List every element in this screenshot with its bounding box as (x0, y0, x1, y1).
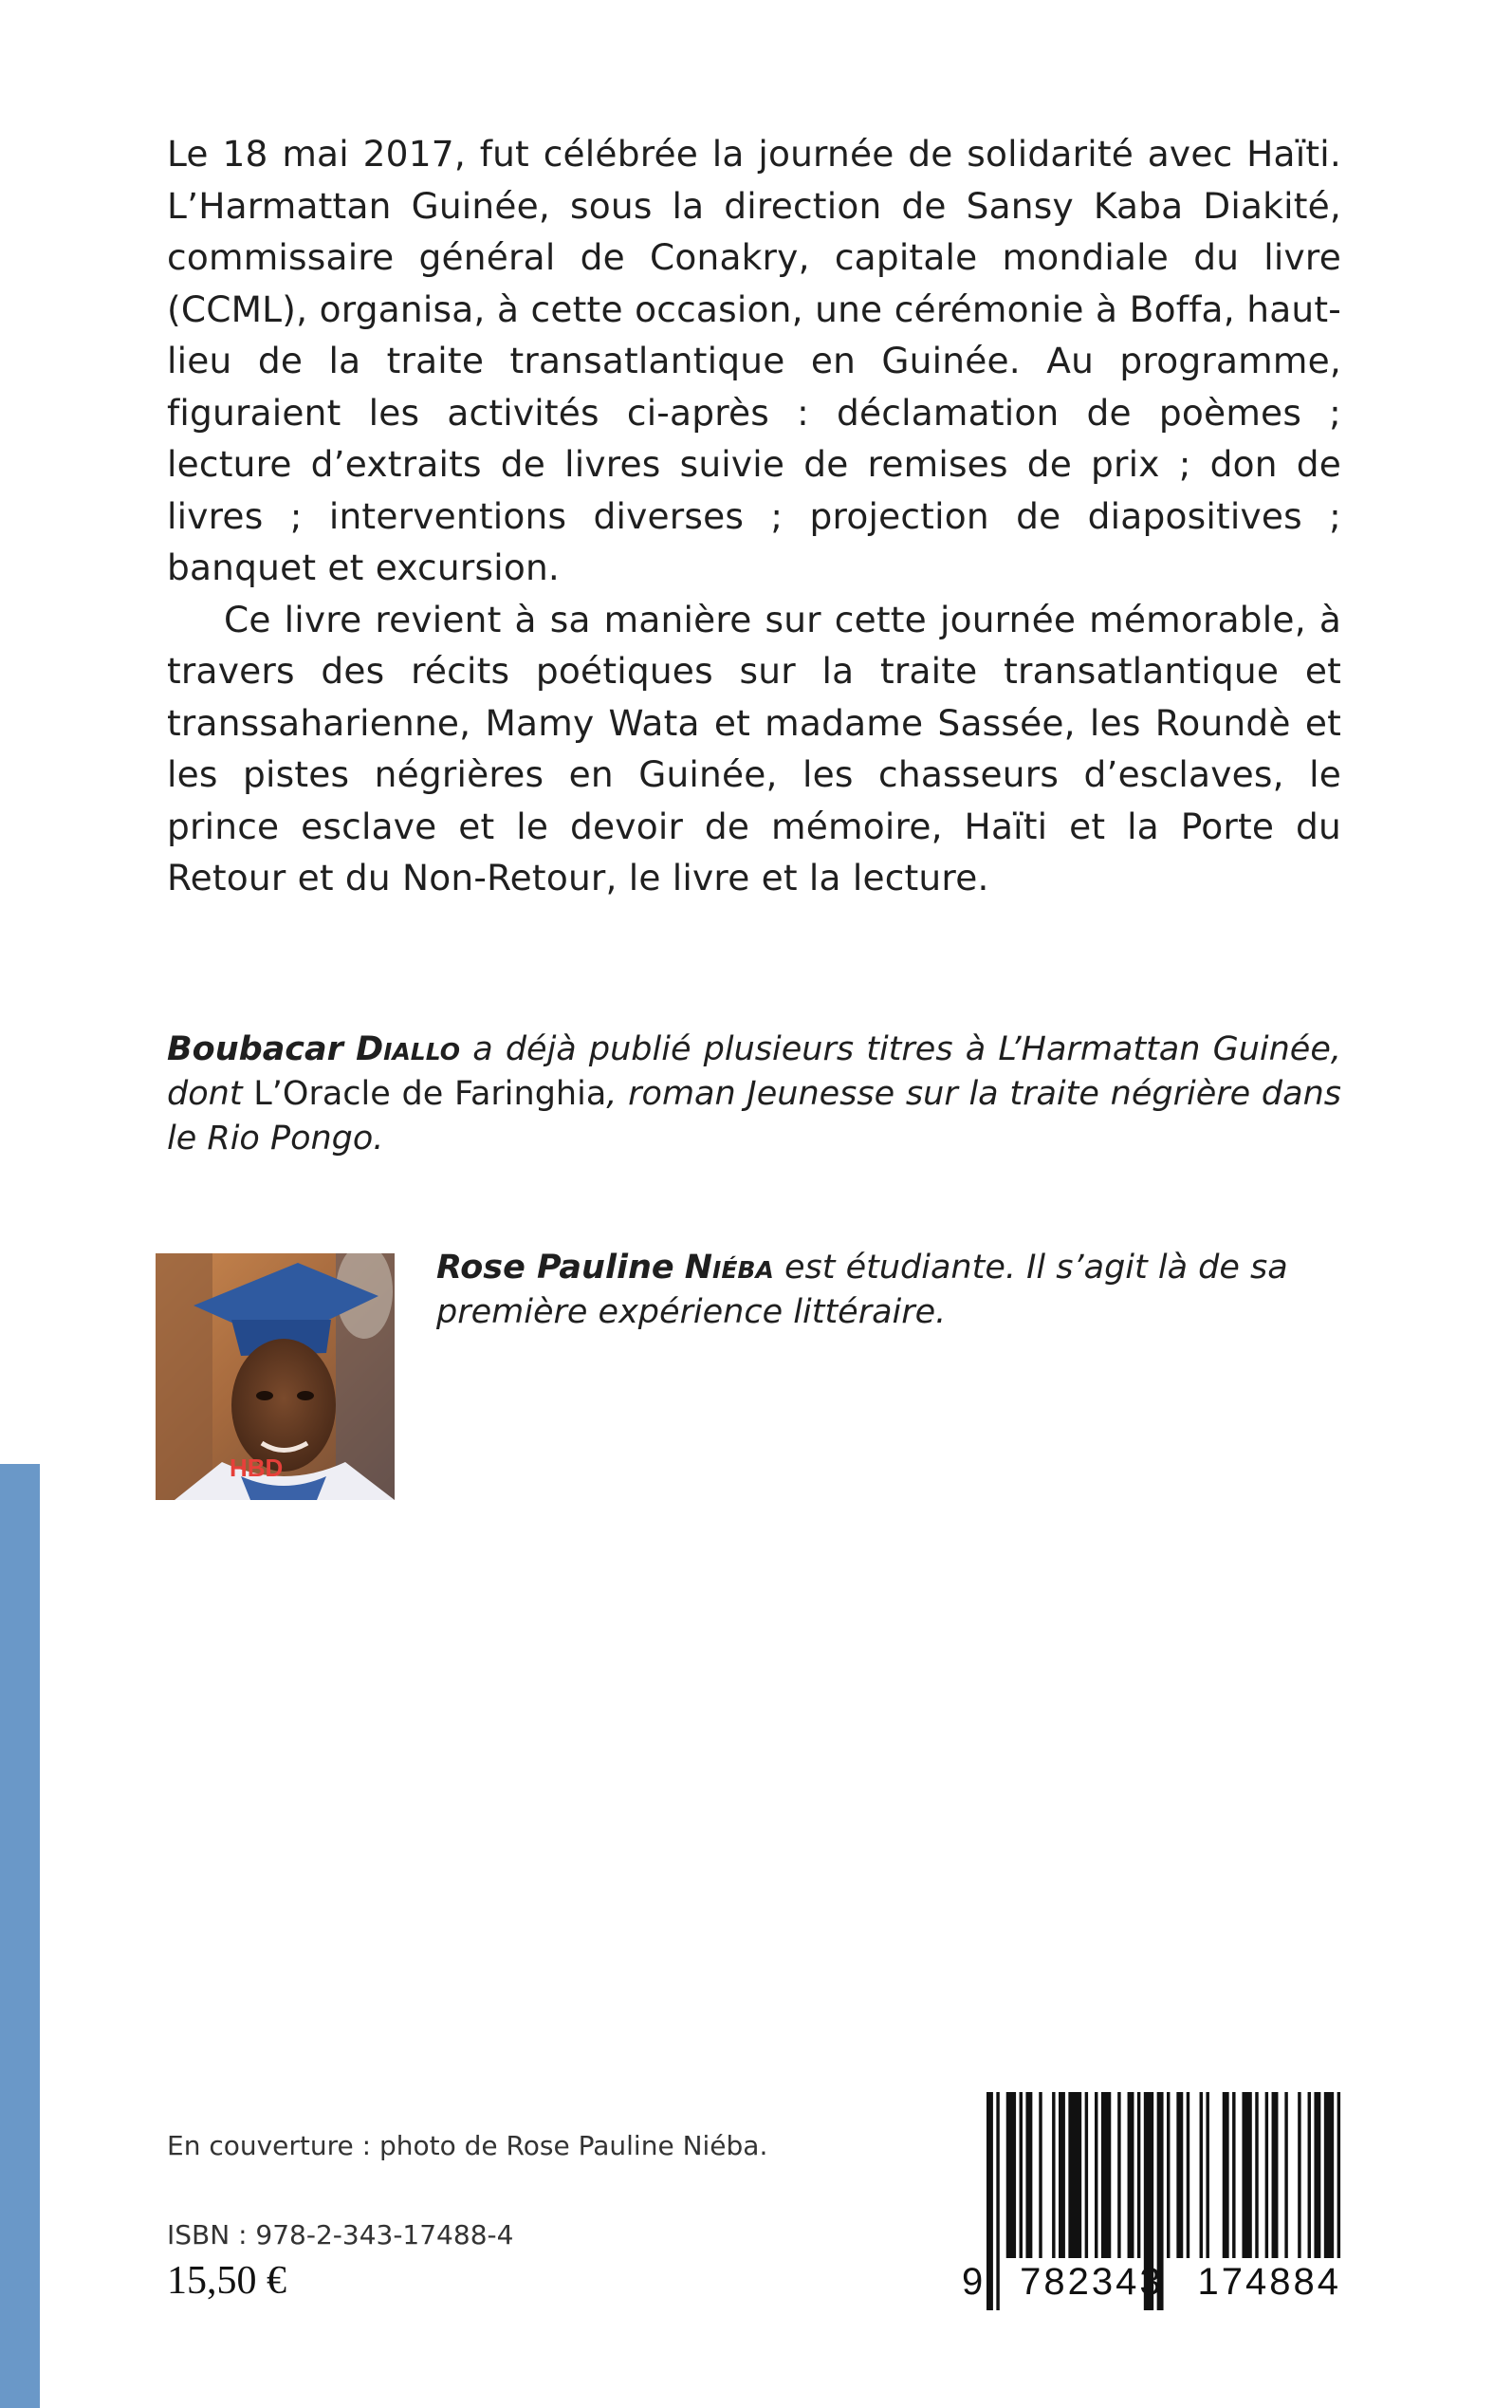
barcode-bar (1265, 2092, 1268, 2258)
author-first-name: Boubacar (167, 1030, 343, 1068)
barcode-bar (1284, 2092, 1287, 2258)
barcode-bar (1117, 2092, 1120, 2258)
author-bio-text-2: , roman Jeunesse sur la traite négrière dans le Rio Pongo. (167, 1075, 1341, 1158)
barcode-bar (1059, 2092, 1065, 2258)
book-title: L’Oracle de Faringhia (253, 1075, 607, 1113)
barcode-bar (1006, 2092, 1016, 2258)
photo-watermark: HBD (230, 1454, 284, 1482)
barcode-bar (1068, 2092, 1081, 2258)
barcode-bar (1298, 2092, 1300, 2258)
author2-bio-text: est étudiante. Il s’agit là de sa première expérience littéraire. (436, 1249, 1288, 1331)
barcode-bar (1085, 2092, 1088, 2258)
barcode-bar (1232, 2092, 1235, 2258)
barcode-bar (1137, 2092, 1140, 2258)
author-bio-text: a déjà publié plusieurs titres à L’Harmattan Guinée, dont (167, 1030, 1341, 1113)
barcode-digit-group-2: 174884 (1197, 2261, 1341, 2303)
barcode-bar (1039, 2092, 1042, 2258)
blurb-paragraph-1: Le 18 mai 2017, fut célébrée la journée de solidarité avec Haïti. L’Harmattan Guinée, sous la direction de Sansy Kaba Diakité, commissaire général de Conakry, capitale mondiale du livre (CCML), organisa, à cette occasion, une cérémonie à Boffa, haut-lieu de la traite transatlantique en Guinée. Au programme, figuraient les activités ci-après : déclamation de poèmes ; lecture d’extraits de livres suivie de remises de prix ; don de livres ; interventions diverses ; projection de diapositives ; banquet et excursion. (167, 133, 1341, 588)
isbn-text: ISBN : 978-2-343-17488-4 (167, 2219, 514, 2251)
barcode-digit-lead: 9 (962, 2261, 986, 2303)
barcode-bar (1200, 2092, 1203, 2258)
author-last-name: Diallo (356, 1030, 461, 1068)
barcode-bar (1255, 2092, 1258, 2258)
author-bio-nieba (436, 1246, 1341, 1335)
barcode-bar (1337, 2092, 1340, 2258)
barcode-bar (1308, 2092, 1311, 2258)
barcode-bar (1314, 2092, 1320, 2258)
barcode-bar (1095, 2092, 1097, 2258)
author2-first-name: Rose Pauline (436, 1249, 674, 1287)
barcode-bar (1128, 2092, 1134, 2258)
barcode-bar (1101, 2092, 1111, 2258)
author-bio-diallo (167, 1028, 1341, 1161)
barcode-bar (1025, 2092, 1032, 2258)
barcode-bar (1324, 2092, 1334, 2258)
barcode-bar (1272, 2092, 1279, 2258)
barcode-digit-group-1: 782343 (1020, 2261, 1164, 2303)
barcode-digits (962, 2261, 1341, 2304)
barcode-bar (1167, 2092, 1170, 2258)
cover-credit: En couverture : photo de Rose Pauline Niéba. (167, 2130, 768, 2161)
author2-last-name: Niéba (684, 1249, 774, 1287)
barcode-bar (1223, 2092, 1229, 2258)
barcode-bar (1176, 2092, 1183, 2258)
barcode-bar (1020, 2092, 1023, 2258)
author-photo (156, 1253, 395, 1500)
barcode-bar (1242, 2092, 1251, 2258)
spine-color-bar (0, 1464, 40, 2408)
barcode-bar (1187, 2092, 1189, 2258)
back-cover-blurb (167, 128, 1341, 904)
blurb-paragraph-2: Ce livre revient à sa manière sur cette journée mémorable, à travers des récits poétiques sur la traite transatlantique et transsaharienne, Mamy Wata et madame Sassée, les Roundè et les pistes négrières en Guinée, les chasseurs d’esclaves, le prince esclave et le devoir de mémoire, Haïti et la Porte du Retour et du Non-Retour, le livre et la lecture. (167, 598, 1341, 898)
price-text: 15,50 € (167, 2259, 286, 2303)
barcode-bar (1052, 2092, 1055, 2258)
barcode-bar (1206, 2092, 1208, 2258)
